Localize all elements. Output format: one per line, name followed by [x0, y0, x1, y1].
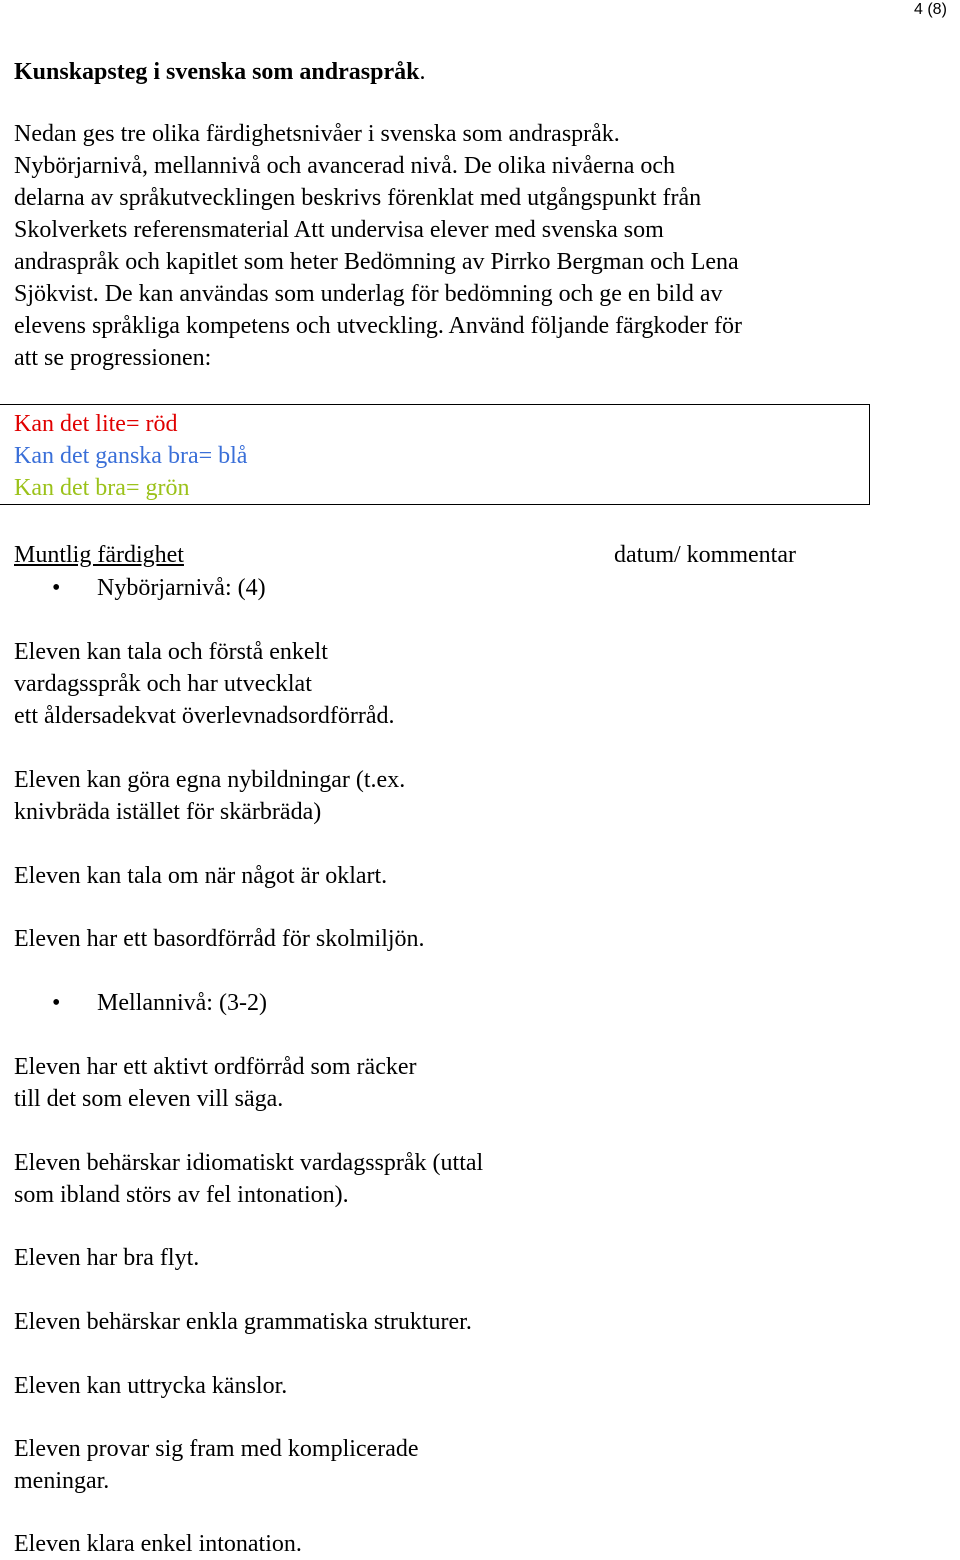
section-heading: Muntlig färdighet	[14, 542, 184, 568]
intro-line: delarna av språkutvecklingen beskrivs förenklat med utgångspunkt från	[14, 185, 702, 211]
criterion-line: Eleven klara enkel intonation.	[14, 1531, 302, 1557]
criterion-line: som ibland störs av fel intonation).	[14, 1182, 349, 1208]
page-number: 4 (8)	[914, 1, 947, 18]
criterion-line: knivbräda istället för skärbräda)	[14, 799, 322, 825]
intro-line: Nedan ges tre olika färdighetsnivåer i svenska som andraspråk.	[14, 121, 620, 147]
criterion-line: ett åldersadekvat överlevnadsordförråd.	[14, 703, 395, 729]
intro-line: elevens språkliga kompetens och utveckling. Använd följande färgkoder för	[14, 313, 743, 339]
level-intermediate: • Mellannivå: (3-2)	[97, 987, 267, 1019]
title-dot: .	[419, 59, 426, 85]
intro-line: Skolverkets referensmaterial Att undervisa elever med svenska som	[14, 217, 664, 243]
criterion-line: Eleven kan tala och förstå enkelt	[14, 639, 328, 665]
legend-blue: Kan det ganska bra= blå	[14, 443, 248, 469]
criterion-line: Eleven behärskar enkla grammatiska strukturer.	[14, 1309, 472, 1335]
criterion-line: Eleven kan tala om när något är oklart.	[14, 863, 388, 889]
intro-line: Sjökvist. De kan användas som underlag för bedömning och ge en bild av	[14, 281, 723, 307]
criterion-line: Eleven har bra flyt.	[14, 1245, 200, 1271]
legend-red: Kan det lite= röd	[14, 411, 178, 437]
intro-line: Nybörjarnivå, mellannivå och avancerad nivå. De olika nivåerna och	[14, 153, 676, 179]
intro-line: att se progressionen:	[14, 345, 212, 371]
level-beginner: • Nybörjarnivå: (4)	[97, 572, 266, 604]
criterion-line: vardagsspråk och har utvecklat	[14, 671, 312, 697]
criterion-line: Eleven behärskar idiomatiskt vardagsspråk (uttal	[14, 1150, 484, 1176]
intro-line: andraspråk och kapitlet som heter Bedömning av Pirrko Bergman och Lena	[14, 249, 739, 275]
criterion-line: meningar.	[14, 1468, 110, 1494]
criterion-line: Eleven provar sig fram med komplicerade	[14, 1436, 419, 1462]
title-text: Kunskapsteg i svenska som andraspråk	[14, 59, 420, 85]
criterion-line: Eleven har ett basordförråd för skolmiljön.	[14, 926, 425, 952]
criterion-line: Eleven kan göra egna nybildningar (t.ex.	[14, 767, 406, 793]
legend-green: Kan det bra= grön	[14, 475, 190, 501]
criterion-line: Eleven kan uttrycka känslor.	[14, 1373, 288, 1399]
page-title	[14, 56, 425, 88]
criterion-line: Eleven har ett aktivt ordförråd som räcker	[14, 1054, 417, 1080]
criterion-line: till det som eleven vill säga.	[14, 1086, 284, 1112]
column-heading: datum/ kommentar	[614, 542, 796, 568]
